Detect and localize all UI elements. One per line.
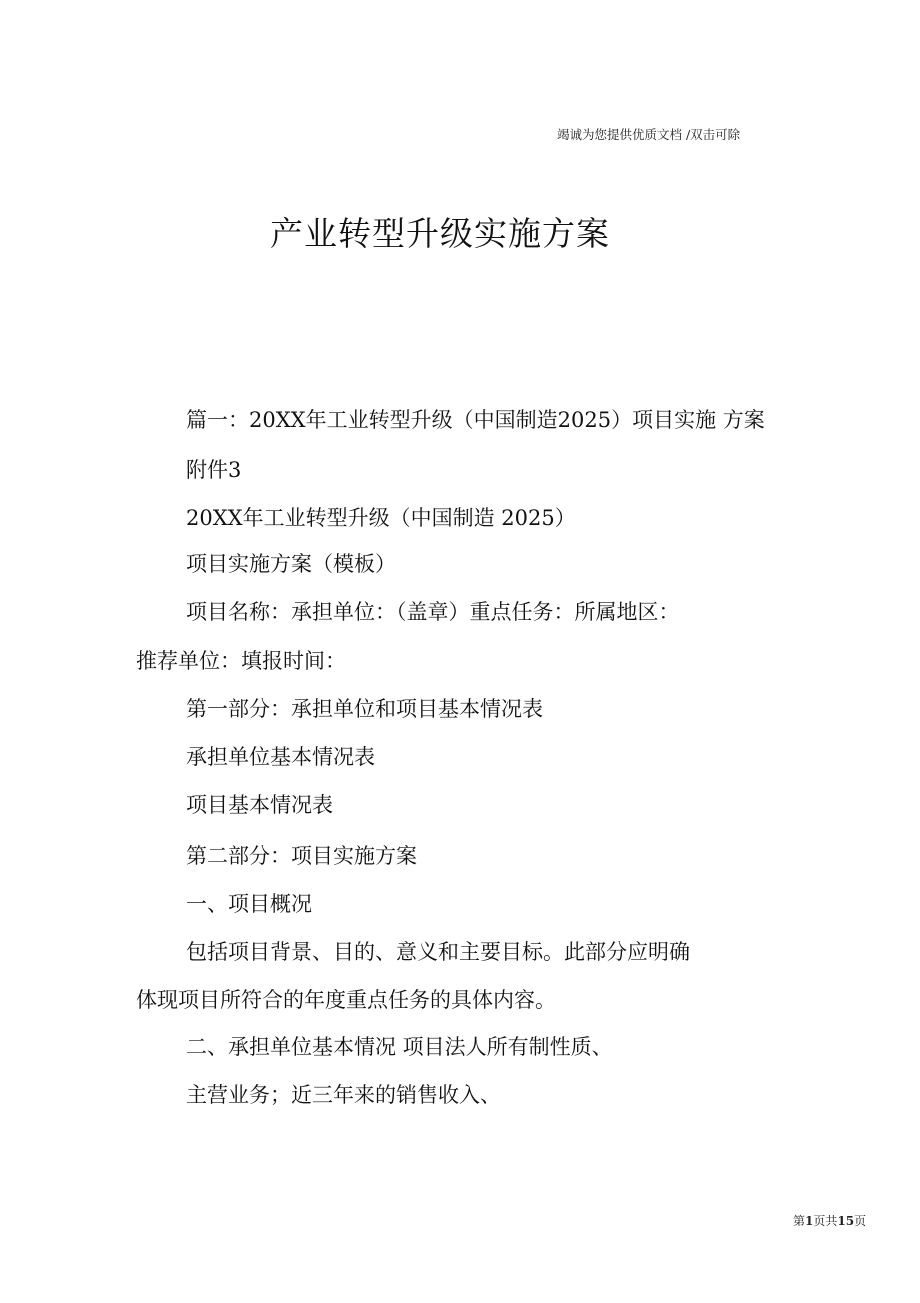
- body-line: 附件3: [186, 458, 242, 482]
- body-line: 项目名称：承担单位：（盖章）重点任务：所属地区：: [186, 600, 680, 624]
- body-line: 二、承担单位基本情况 项目法人所有制性质、: [186, 1035, 613, 1059]
- body-line: 第二部分：项目实施方案: [186, 844, 417, 868]
- body-line: 体现项目所符合的年度重点任务的具体内容。: [136, 988, 556, 1012]
- footer-prefix: 第: [793, 1214, 806, 1228]
- body-line: 包括项目背景、目的、意义和主要目标。此部分应明确: [186, 940, 690, 964]
- current-page-number: 1: [805, 1214, 814, 1228]
- body-line: 推荐单位：填报时间：: [136, 649, 346, 673]
- body-line: 第一部分：承担单位和项目基本情况表: [186, 697, 543, 721]
- document-title: 产业转型升级实施方案: [270, 214, 610, 253]
- body-line: 项目实施方案（模板）: [186, 552, 396, 576]
- body-line: 篇一：20XX年工业转型升级（中国制造2025）项目实施 方案: [186, 408, 765, 432]
- body-line: 项目基本情况表: [186, 793, 333, 817]
- total-page-count: 15: [837, 1214, 855, 1228]
- body-line: 承担单位基本情况表: [186, 745, 375, 769]
- header-note: 竭诚为您提供优质文档 /双击可除: [557, 127, 741, 142]
- body-line: 主营业务；近三年来的销售收入、: [186, 1083, 501, 1107]
- footer-middle: 页共: [813, 1214, 838, 1228]
- page-number-footer: [793, 1212, 866, 1229]
- body-line: 20XX年工业转型升级（中国制造 2025）: [186, 506, 576, 530]
- footer-suffix: 页: [854, 1214, 867, 1228]
- body-line: 一、项目概况: [186, 892, 312, 916]
